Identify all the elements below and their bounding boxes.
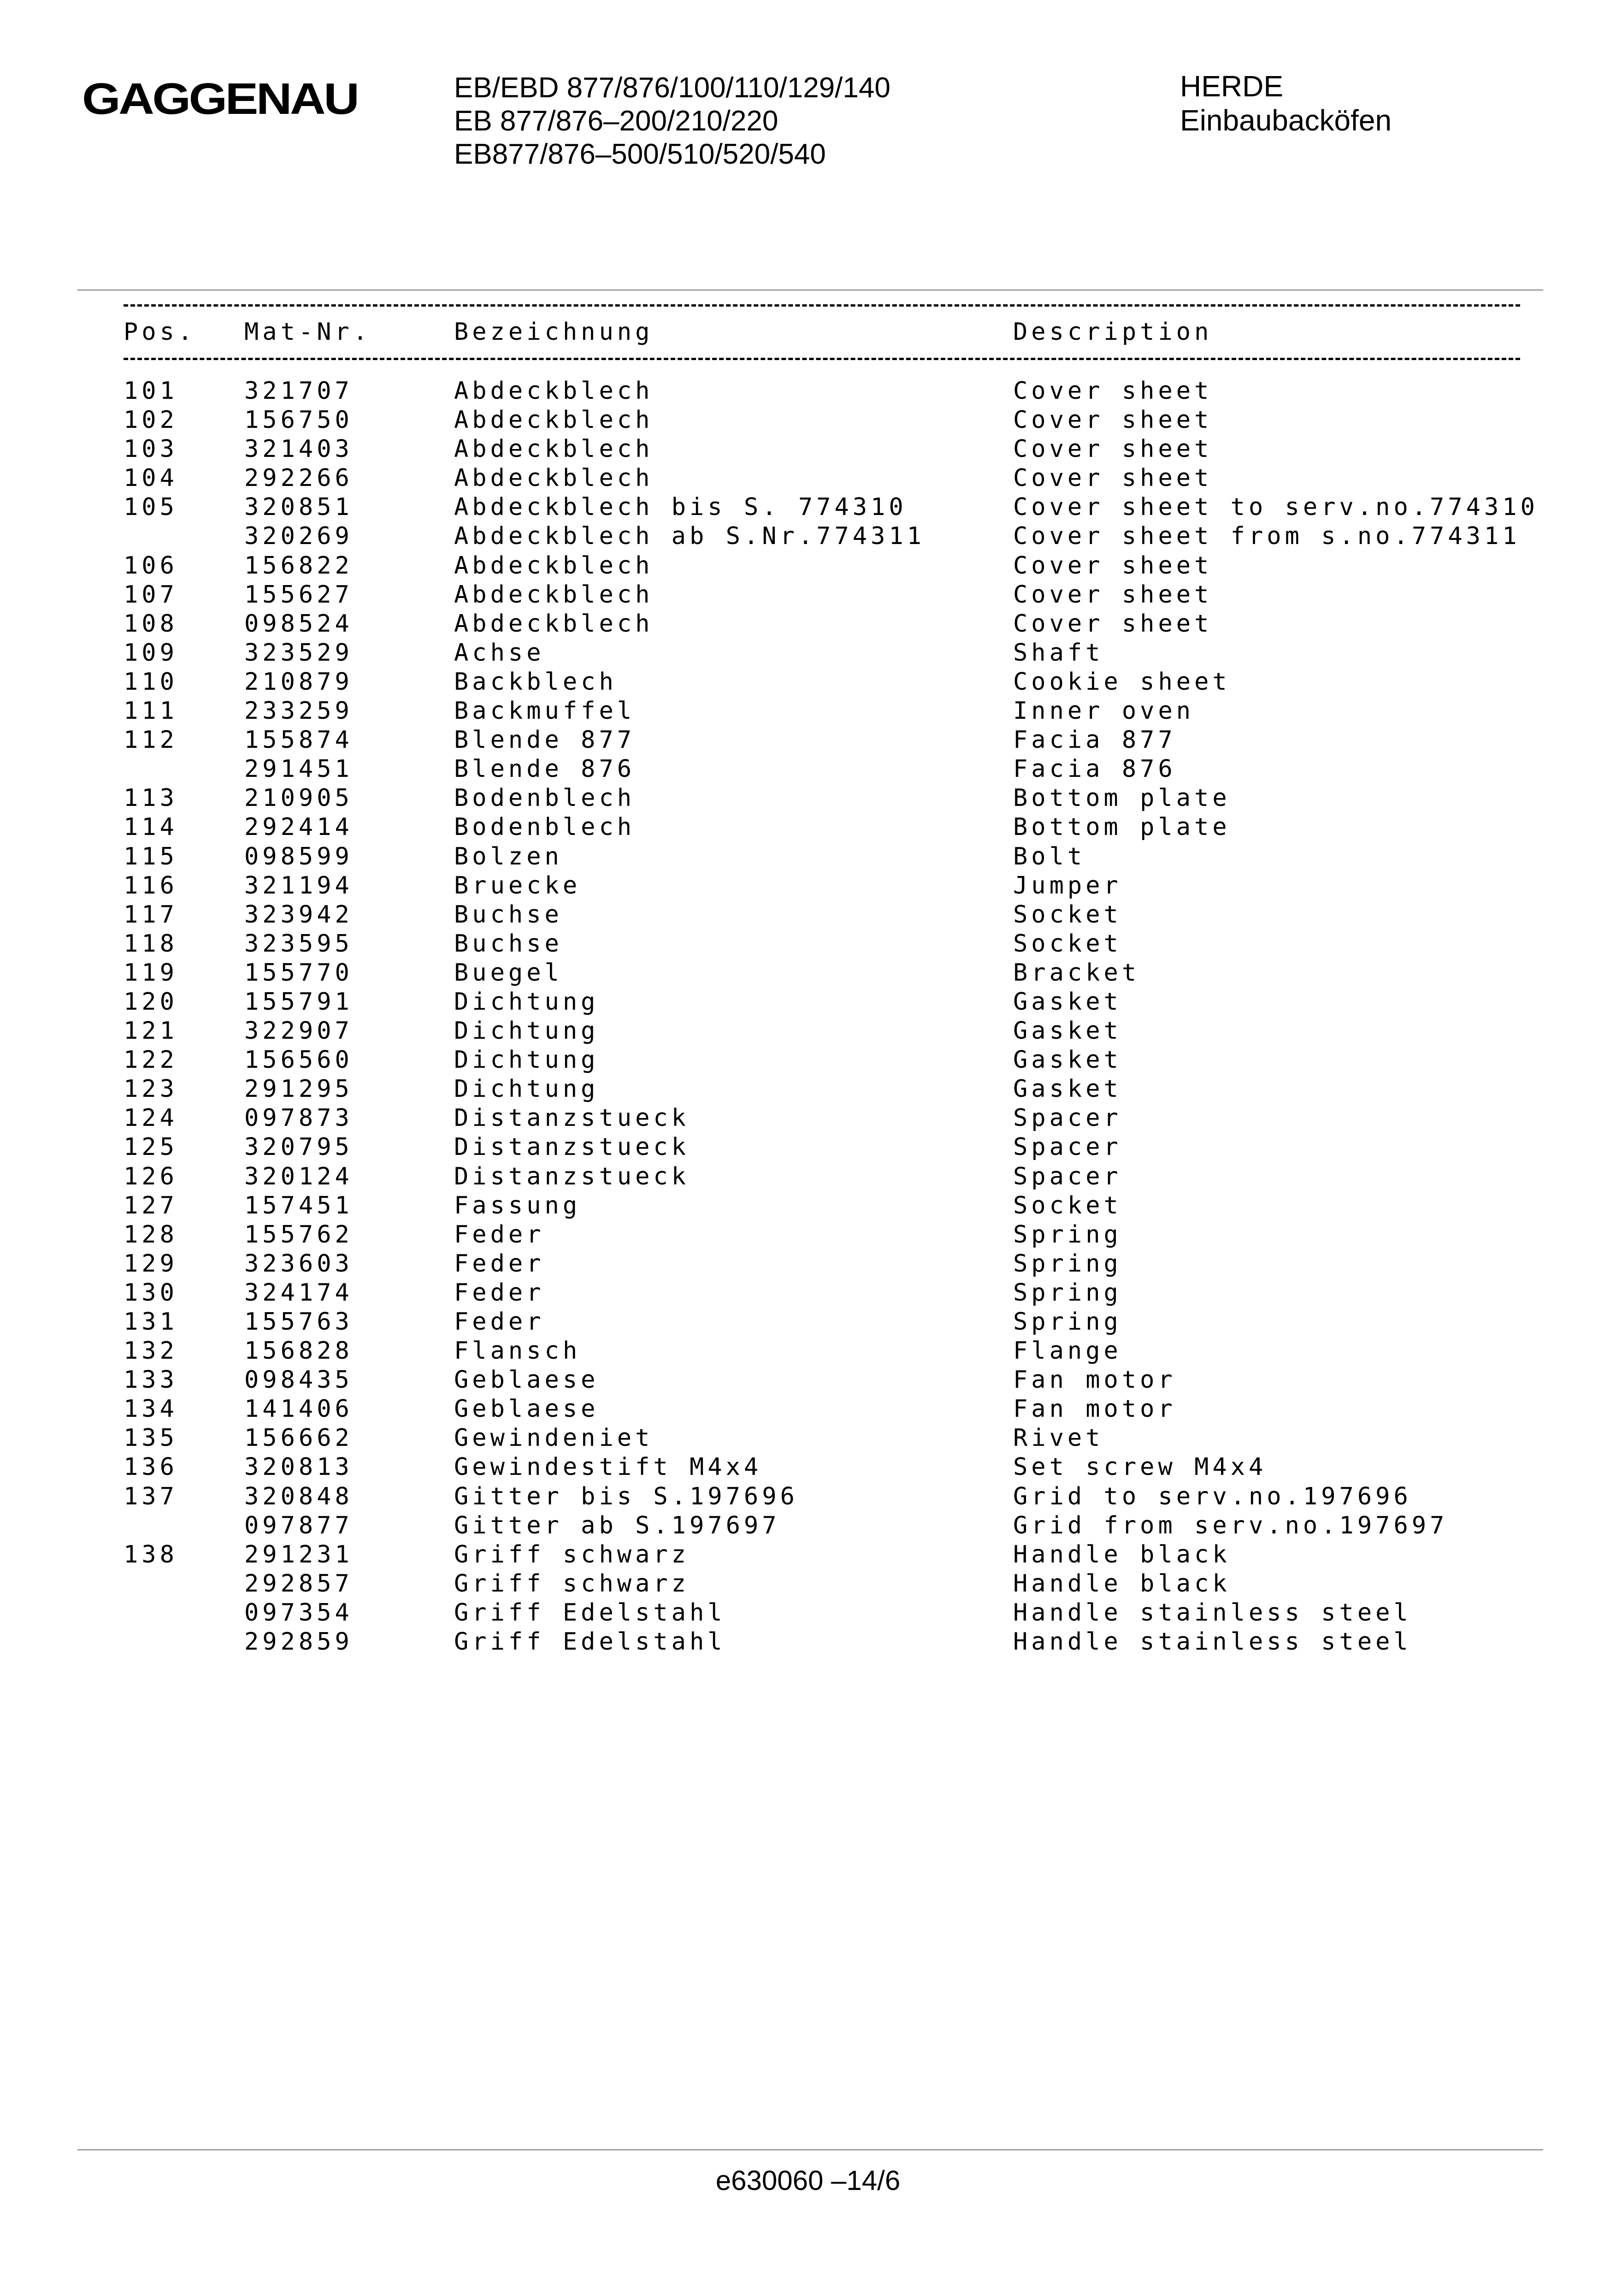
table-row <box>0 377 1616 406</box>
cell-description: Inner oven <box>1013 697 1195 725</box>
cell-bezeichnung: Backblech <box>454 668 617 696</box>
cell-description: Socket <box>1013 929 1122 958</box>
cell-description: Spacer <box>1013 1162 1122 1190</box>
cell-mat-nr: 156750 <box>244 406 353 434</box>
model-line: EB877/876–500/510/520/540 <box>454 138 826 170</box>
cell-pos: 117 <box>124 900 178 929</box>
cell-description: Spacer <box>1013 1104 1122 1132</box>
cell-mat-nr: 320813 <box>244 1453 353 1481</box>
table-row <box>0 697 1616 726</box>
category-title: HERDE <box>1180 70 1284 103</box>
cell-mat-nr: 156662 <box>244 1424 353 1452</box>
cell-mat-nr: 098599 <box>244 842 353 870</box>
table-row <box>0 1627 1616 1657</box>
table-row <box>0 1278 1616 1308</box>
cell-pos: 116 <box>124 871 178 899</box>
cell-description: Fan motor <box>1013 1366 1176 1394</box>
table-row <box>0 639 1616 668</box>
cell-pos: 111 <box>124 697 178 725</box>
cell-mat-nr: 097354 <box>244 1598 353 1627</box>
table-row <box>0 1482 1616 1511</box>
table-row <box>0 464 1616 493</box>
cell-mat-nr: 321707 <box>244 377 353 405</box>
document-code: e630060 –14/6 <box>715 2165 901 2196</box>
cell-bezeichnung: Feder <box>454 1308 545 1336</box>
cell-description: Bottom plate <box>1013 813 1231 841</box>
cell-pos: 136 <box>124 1453 178 1481</box>
cell-description: Cover sheet from s.no.774311 <box>1013 522 1521 550</box>
table-row <box>0 1540 1616 1569</box>
cell-bezeichnung: Blende 877 <box>454 726 636 754</box>
table-row <box>0 726 1616 755</box>
cell-description: Gasket <box>1013 1046 1122 1074</box>
cell-description: Cookie sheet <box>1013 668 1231 696</box>
cell-bezeichnung: Abdeckblech <box>454 435 654 463</box>
cell-mat-nr: 292857 <box>244 1569 353 1598</box>
table-row <box>0 610 1616 639</box>
table-row <box>0 929 1616 959</box>
cell-description: Facia 876 <box>1013 755 1176 783</box>
cell-mat-nr: 292266 <box>244 464 353 492</box>
cell-mat-nr: 155762 <box>244 1220 353 1249</box>
table-row <box>0 900 1616 929</box>
table-row <box>0 1424 1616 1453</box>
cell-pos: 101 <box>124 377 178 405</box>
cell-bezeichnung: Griff Edelstahl <box>454 1598 726 1627</box>
cell-bezeichnung: Geblaese <box>454 1395 599 1423</box>
cell-bezeichnung: Dichtung <box>454 1017 599 1045</box>
cell-pos: 105 <box>124 493 178 521</box>
cell-pos: 138 <box>124 1540 178 1568</box>
cell-pos: 125 <box>124 1133 178 1161</box>
cell-pos: 115 <box>124 842 178 870</box>
table-row <box>0 813 1616 842</box>
cell-bezeichnung: Abdeckblech <box>454 580 654 609</box>
cell-description: Rivet <box>1013 1424 1104 1452</box>
cell-pos: 130 <box>124 1278 178 1307</box>
table-row <box>0 1162 1616 1191</box>
cell-bezeichnung: Distanzstueck <box>454 1162 690 1190</box>
cell-bezeichnung: Bodenblech <box>454 784 636 812</box>
cell-bezeichnung: Abdeckblech <box>454 406 654 434</box>
cell-mat-nr: 321403 <box>244 435 353 463</box>
cell-mat-nr: 210879 <box>244 668 353 696</box>
cell-description: Shaft <box>1013 639 1104 667</box>
cell-bezeichnung: Buchse <box>454 900 563 929</box>
cell-mat-nr: 098524 <box>244 610 353 638</box>
cell-bezeichnung: Feder <box>454 1249 545 1278</box>
cell-mat-nr: 320124 <box>244 1162 353 1190</box>
cell-description: Socket <box>1013 900 1122 929</box>
cell-description: Handle black <box>1013 1540 1231 1568</box>
table-row <box>0 1308 1616 1337</box>
table-header <box>0 318 1616 350</box>
table-row <box>0 1017 1616 1046</box>
table-row <box>0 755 1616 784</box>
cell-mat-nr: 323603 <box>244 1249 353 1278</box>
cell-description: Spring <box>1013 1249 1122 1278</box>
cell-description: Handle black <box>1013 1569 1231 1598</box>
cell-bezeichnung: Bolzen <box>454 842 563 870</box>
cell-description: Bracket <box>1013 959 1140 987</box>
cell-pos: 126 <box>124 1162 178 1190</box>
cell-mat-nr: 156822 <box>244 551 353 580</box>
table-row <box>0 871 1616 900</box>
cell-description: Spring <box>1013 1278 1122 1307</box>
cell-description: Cover sheet <box>1013 435 1213 463</box>
cell-description: Jumper <box>1013 871 1122 899</box>
cell-mat-nr: 291295 <box>244 1075 353 1103</box>
cell-pos: 103 <box>124 435 178 463</box>
table-row <box>0 1104 1616 1133</box>
cell-mat-nr: 210905 <box>244 784 353 812</box>
cell-bezeichnung: Griff Edelstahl <box>454 1628 726 1656</box>
cell-mat-nr: 233259 <box>244 697 353 725</box>
cell-pos: 112 <box>124 726 178 754</box>
cell-pos: 133 <box>124 1366 178 1394</box>
cell-bezeichnung: Dichtung <box>454 1075 599 1103</box>
cell-bezeichnung: Fassung <box>454 1191 581 1219</box>
cell-mat-nr: 320851 <box>244 493 353 521</box>
cell-description: Bolt <box>1013 842 1086 870</box>
table-row <box>0 1598 1616 1627</box>
cell-mat-nr: 291451 <box>244 755 353 783</box>
cell-description: Grid to serv.no.197696 <box>1013 1482 1412 1510</box>
parts-table <box>0 377 1616 1657</box>
cell-pos: 123 <box>124 1075 178 1103</box>
table-row <box>0 551 1616 580</box>
cell-pos: 114 <box>124 813 178 841</box>
table-row <box>0 1249 1616 1278</box>
cell-bezeichnung: Achse <box>454 639 545 667</box>
cell-mat-nr: 156560 <box>244 1046 353 1074</box>
cell-description: Flange <box>1013 1337 1122 1365</box>
table-row <box>0 1220 1616 1249</box>
column-header-bezeichnung: Bezeichnung <box>454 318 654 346</box>
cell-pos: 124 <box>124 1104 178 1132</box>
cell-bezeichnung: Buegel <box>454 959 563 987</box>
table-row <box>0 580 1616 610</box>
cell-mat-nr: 291231 <box>244 1540 353 1568</box>
cell-bezeichnung: Gewindestift M4x4 <box>454 1453 762 1481</box>
cell-bezeichnung: Abdeckblech <box>454 610 654 638</box>
cell-mat-nr: 155763 <box>244 1308 353 1336</box>
brand-logo: GAGGENAU <box>82 74 358 124</box>
model-line: EB/EBD 877/876/100/110/129/140 <box>454 72 891 104</box>
table-row <box>0 1569 1616 1598</box>
cell-mat-nr: 320848 <box>244 1482 353 1510</box>
cell-mat-nr: 155770 <box>244 959 353 987</box>
cell-bezeichnung: Backmuffel <box>454 697 636 725</box>
cell-description: Facia 877 <box>1013 726 1176 754</box>
cell-pos: 137 <box>124 1482 178 1510</box>
cell-pos: 122 <box>124 1046 178 1074</box>
cell-pos: 132 <box>124 1337 178 1365</box>
cell-pos: 128 <box>124 1220 178 1249</box>
table-row <box>0 522 1616 551</box>
cell-bezeichnung: Abdeckblech <box>454 377 654 405</box>
table-row <box>0 988 1616 1017</box>
table-row <box>0 1337 1616 1366</box>
cell-pos: 134 <box>124 1395 178 1423</box>
table-row <box>0 1395 1616 1424</box>
cell-description: Cover sheet <box>1013 377 1213 405</box>
cell-description: Spring <box>1013 1308 1122 1336</box>
cell-pos: 109 <box>124 639 178 667</box>
table-row <box>0 784 1616 813</box>
cell-bezeichnung: Gitter bis S.197696 <box>454 1482 798 1510</box>
cell-bezeichnung: Feder <box>454 1278 545 1307</box>
cell-description: Bottom plate <box>1013 784 1231 812</box>
cell-mat-nr: 322907 <box>244 1017 353 1045</box>
cell-description: Socket <box>1013 1191 1122 1219</box>
cell-description: Fan motor <box>1013 1395 1176 1423</box>
cell-mat-nr: 155627 <box>244 580 353 609</box>
cell-bezeichnung: Abdeckblech <box>454 464 654 492</box>
cell-pos: 118 <box>124 929 178 958</box>
model-list <box>454 71 891 171</box>
cell-mat-nr: 141406 <box>244 1395 353 1423</box>
category-subtitle: Einbaubacköfen <box>1180 104 1392 137</box>
cell-description: Grid from serv.no.197697 <box>1013 1511 1448 1539</box>
dashed-rule-header <box>124 358 1520 360</box>
cell-pos: 127 <box>124 1191 178 1219</box>
cell-pos: 135 <box>124 1424 178 1452</box>
cell-mat-nr: 292414 <box>244 813 353 841</box>
cell-pos: 121 <box>124 1017 178 1045</box>
column-header-description: Description <box>1013 318 1213 346</box>
cell-pos: 113 <box>124 784 178 812</box>
cell-bezeichnung: Gitter ab S.197697 <box>454 1511 780 1539</box>
table-row <box>0 1075 1616 1104</box>
cell-bezeichnung: Abdeckblech <box>454 551 654 580</box>
cell-mat-nr: 098435 <box>244 1366 353 1394</box>
table-row <box>0 842 1616 871</box>
cell-mat-nr: 155791 <box>244 988 353 1016</box>
cell-pos: 108 <box>124 610 178 638</box>
table-row <box>0 1511 1616 1540</box>
cell-pos: 119 <box>124 959 178 987</box>
cell-bezeichnung: Abdeckblech bis S. 774310 <box>454 493 907 521</box>
cell-description: Set screw M4x4 <box>1013 1453 1267 1481</box>
cell-description: Handle stainless steel <box>1013 1598 1412 1627</box>
cell-pos: 106 <box>124 551 178 580</box>
cell-description: Handle stainless steel <box>1013 1628 1412 1656</box>
cell-mat-nr: 155874 <box>244 726 353 754</box>
cell-description: Cover sheet <box>1013 610 1213 638</box>
cell-mat-nr: 157451 <box>244 1191 353 1219</box>
cell-description: Cover sheet <box>1013 580 1213 609</box>
cell-description: Cover sheet <box>1013 464 1213 492</box>
cell-mat-nr: 097873 <box>244 1104 353 1132</box>
cell-bezeichnung: Flansch <box>454 1337 581 1365</box>
dashed-rule-top <box>124 304 1520 307</box>
cell-bezeichnung: Dichtung <box>454 988 599 1016</box>
cell-description: Gasket <box>1013 988 1122 1016</box>
cell-bezeichnung: Geblaese <box>454 1366 599 1394</box>
table-row <box>0 435 1616 464</box>
cell-mat-nr: 320269 <box>244 522 353 550</box>
cell-bezeichnung: Griff schwarz <box>454 1569 690 1598</box>
cell-mat-nr: 320795 <box>244 1133 353 1161</box>
table-row <box>0 959 1616 988</box>
cell-bezeichnung: Bodenblech <box>454 813 636 841</box>
table-row <box>0 1191 1616 1220</box>
cell-mat-nr: 097877 <box>244 1511 353 1539</box>
cell-bezeichnung: Distanzstueck <box>454 1133 690 1161</box>
cell-pos: 102 <box>124 406 178 434</box>
cell-pos: 110 <box>124 668 178 696</box>
cell-pos: 120 <box>124 988 178 1016</box>
bottom-rule <box>77 2149 1543 2150</box>
cell-bezeichnung: Dichtung <box>454 1046 599 1074</box>
table-row <box>0 1453 1616 1482</box>
cell-mat-nr: 156828 <box>244 1337 353 1365</box>
model-line: EB 877/876–200/210/220 <box>454 105 779 137</box>
table-row <box>0 493 1616 522</box>
table-row <box>0 1366 1616 1395</box>
cell-description: Cover sheet <box>1013 551 1213 580</box>
column-header-pos: Pos. <box>124 318 196 346</box>
table-row <box>0 1133 1616 1162</box>
cell-description: Spacer <box>1013 1133 1122 1161</box>
cell-bezeichnung: Gewindeniet <box>454 1424 654 1452</box>
cell-description: Cover sheet to serv.no.774310 <box>1013 493 1539 521</box>
cell-pos: 131 <box>124 1308 178 1336</box>
cell-bezeichnung: Distanzstueck <box>454 1104 690 1132</box>
category-block <box>1180 69 1392 137</box>
table-row <box>0 668 1616 697</box>
cell-bezeichnung: Abdeckblech ab S.Nr.774311 <box>454 522 925 550</box>
cell-pos: 104 <box>124 464 178 492</box>
column-header-mat: Mat-Nr. <box>244 318 372 346</box>
cell-description: Gasket <box>1013 1075 1122 1103</box>
cell-bezeichnung: Buchse <box>454 929 563 958</box>
cell-pos: 129 <box>124 1249 178 1278</box>
cell-mat-nr: 324174 <box>244 1278 353 1307</box>
cell-description: Gasket <box>1013 1017 1122 1045</box>
cell-mat-nr: 292859 <box>244 1628 353 1656</box>
cell-mat-nr: 323942 <box>244 900 353 929</box>
cell-bezeichnung: Bruecke <box>454 871 581 899</box>
cell-bezeichnung: Feder <box>454 1220 545 1249</box>
cell-bezeichnung: Blende 876 <box>454 755 636 783</box>
cell-mat-nr: 323529 <box>244 639 353 667</box>
table-row <box>0 1046 1616 1075</box>
table-row <box>0 406 1616 435</box>
cell-description: Cover sheet <box>1013 406 1213 434</box>
cell-pos: 107 <box>124 580 178 609</box>
cell-description: Spring <box>1013 1220 1122 1249</box>
cell-bezeichnung: Griff schwarz <box>454 1540 690 1568</box>
cell-mat-nr: 321194 <box>244 871 353 899</box>
cell-mat-nr: 323595 <box>244 929 353 958</box>
